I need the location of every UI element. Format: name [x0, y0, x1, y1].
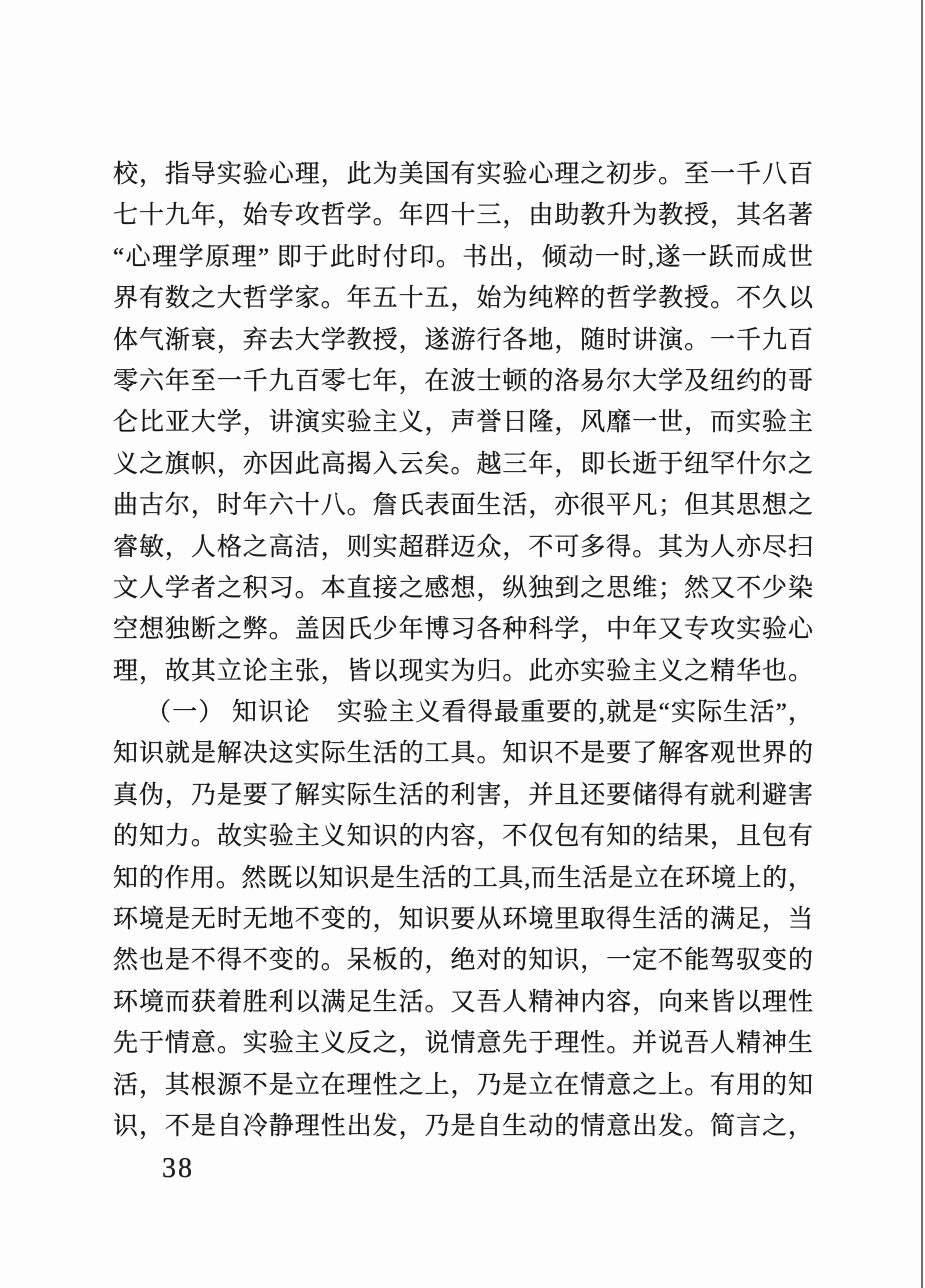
text-line: 知识就是解决这实际生活的工具。知识不是要了解客观世界的 [113, 740, 813, 768]
text-line: 活，其根源不是立在理性之上，乃是立在情意之上。有用的知 [113, 1071, 813, 1099]
body-text [113, 154, 813, 1147]
text-line: 然也是不得不变的。呆板的，绝对的知识，一定不能驾驭变的 [113, 947, 813, 975]
text-line: 环境是无时无地不变的，知识要从环境里取得生活的满足，当 [113, 906, 813, 934]
text-line: 真伪，乃是要了解实际生活的利害，并且还要储得有就利避害 [113, 781, 813, 809]
page-number: 38 [162, 1153, 194, 1184]
text-line: 识，不是自冷静理性出发，乃是自生动的情意出发。简言之， [113, 1112, 813, 1140]
text-line: 七十九年，始专攻哲学。年四十三，由助教升为教授，其名著 [113, 202, 813, 230]
text-line: 知的作用。然既以知识是生活的工具,而生活是立在环境上的， [113, 864, 813, 892]
text-line: 文人学者之积习。本直接之感想，纵独到之思维；然又不少染 [113, 574, 813, 602]
text-line: 空想独断之弊。盖因氏少年博习各种科学，中年又专攻实验心 [113, 616, 813, 644]
text-line: 校，指导实验心理，此为美国有实验心理之初步。至一千八百 [113, 161, 813, 188]
text-line: 理，故其立论主张，皆以现实为归。此亦实验主义之精华也。 [113, 657, 813, 685]
text-line: 界有数之大哲学家。年五十五，始为纯粹的哲学教授。不久以 [113, 285, 813, 313]
text-line: 义之旗帜，亦因此高揭入云矣。越三年，即长逝于纽罕什尔之 [113, 450, 813, 478]
text-line: 睿敏，人格之高洁，则实超群迈众，不可多得。其为人亦尽扫 [113, 533, 813, 561]
text-line: 仑比亚大学，讲演实验主义，声誉日隆，风靡一世，而实验主 [113, 409, 813, 437]
scan-edge-line [921, 0, 923, 1288]
text-line: 曲古尔，时年六十八。詹氏表面生活，亦很平凡；但其思想之 [113, 492, 813, 520]
text-line: 的知力。故实验主义知识的内容，不仅包有知的结果，且包有 [113, 823, 813, 851]
text-line: 体气渐衰，弃去大学教授，遂游行各地，随时讲演。一千九百 [113, 326, 813, 354]
text-line: 环境而获着胜利以满足生活。又吾人精神内容，向来皆以理性 [113, 988, 813, 1016]
text-line: 零六年至一千九百零七年，在波士顿的洛易尔大学及纽约的哥 [113, 367, 813, 395]
paragraph-start-line: （一） 知识论 实验主义看得最重要的,就是“实际生活”， [146, 699, 813, 727]
text-line: “心理学原理” 即于此时付印。书出，倾动一时,遂一跃而成世 [113, 243, 813, 271]
text-line: 先于情意。实验主义反之，说情意先于理性。并说吾人精神生 [113, 1030, 813, 1058]
